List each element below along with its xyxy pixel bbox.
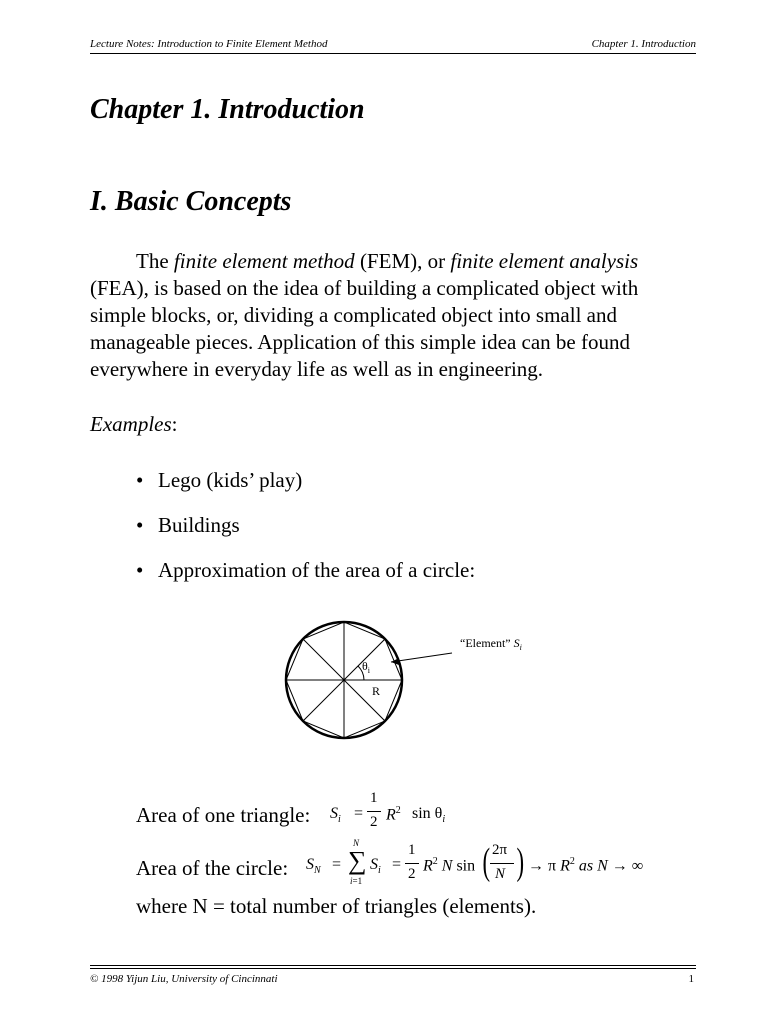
- para-text: The: [136, 249, 174, 273]
- running-header-left: Lecture Notes: Introduction to Finite Element Method: [90, 38, 328, 50]
- bullet-icon: •: [136, 468, 144, 492]
- footer-rule-2: [90, 968, 696, 969]
- circle-triangulation-figure: [270, 600, 570, 760]
- list-item: [136, 468, 302, 493]
- spoke: [303, 639, 344, 680]
- para-line: simple blocks, or, dividing a complicated object into small and: [90, 303, 617, 327]
- where-text: where N = total number of triangles (elements).: [136, 894, 537, 918]
- radius-label: R: [372, 684, 381, 698]
- running-header-right: Chapter 1. Introduction: [591, 38, 696, 50]
- section-title: I. Basic Concepts: [90, 186, 292, 217]
- footer-rule: [90, 965, 696, 966]
- list-item-text: Approximation of the area of a circle:: [158, 558, 476, 582]
- term-fem: finite element method: [173, 249, 355, 273]
- circle-area-formula: $S_N$ = N ∑ i=1 $S_i$ = 1 2 $R^2$ N sin ( 2π N ) → π $R^2$ as N → ∞: [306, 838, 644, 886]
- circle-area-label: Area of the circle:: [136, 856, 289, 880]
- theta-label: $\theta_i$: [362, 659, 370, 675]
- list-item: [136, 558, 475, 583]
- bullet-icon: •: [136, 513, 144, 537]
- examples-colon: :: [171, 412, 178, 436]
- list-item-text: Buildings: [158, 513, 240, 537]
- examples-label: Examples: [90, 412, 172, 436]
- header-rule: [90, 53, 696, 54]
- para-line: manageable pieces. Application of this simple idea can be found: [90, 330, 630, 354]
- para-line: everywhere in everyday life as well as in engineering.: [90, 357, 544, 381]
- page-number: 1: [688, 973, 694, 985]
- chapter-title: Chapter 1. Introduction: [90, 94, 365, 125]
- intro-paragraph: [90, 248, 700, 383]
- para-text: (FEM), or: [354, 249, 451, 273]
- triangle-area-formula: $S_i$ = 1 2 $R^2$ $\sin \theta_i$: [330, 790, 446, 830]
- element-label: “Element” $S_i$: [460, 636, 522, 652]
- triangle-area-label: Area of one triangle:: [136, 803, 311, 827]
- leader-line: [391, 653, 452, 662]
- term-fea: finite element analysis: [450, 249, 639, 273]
- list-item: [136, 513, 240, 538]
- footer-copyright: © 1998 Yijun Liu, University of Cincinnati: [90, 973, 278, 985]
- list-item-text: Lego (kids’ play): [158, 468, 303, 492]
- bullet-icon: •: [136, 558, 144, 582]
- examples-heading: [90, 412, 178, 437]
- spoke: [303, 680, 344, 721]
- para-line: (FEA), is based on the idea of building a complicated object with: [90, 276, 639, 300]
